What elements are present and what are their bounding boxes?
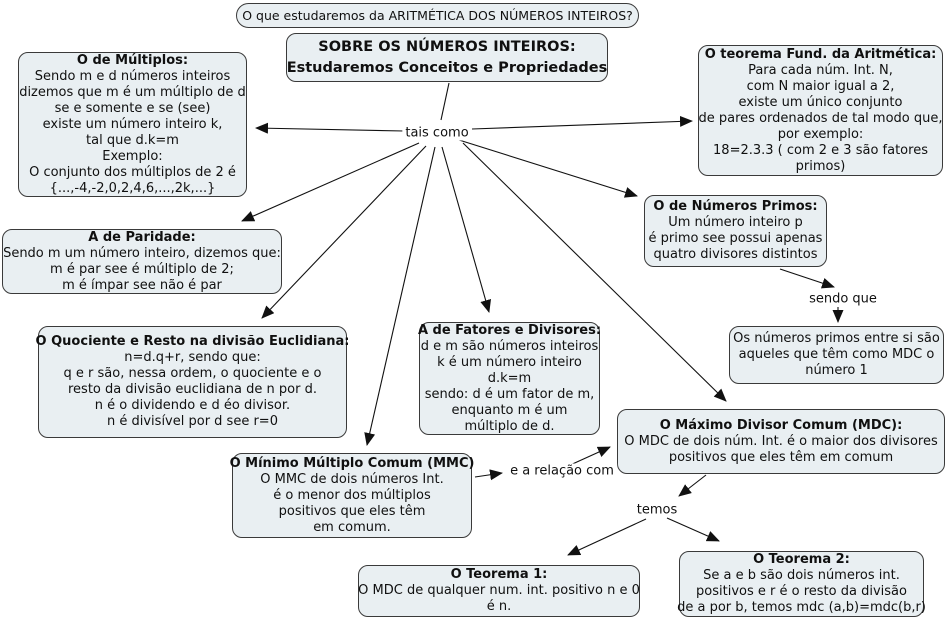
- text-line: Sendo m e d números inteiros: [34, 68, 231, 84]
- text-line: Sendo m um número inteiro, dizemos que:: [3, 245, 281, 261]
- text-line: O que estudaremos da ARITMÉTICA DOS NÚMEROS INTEIROS?: [242, 7, 633, 23]
- box-title: O teorema Fund. da Aritmética:: [704, 46, 937, 62]
- box-title: O de Números Primos:: [653, 199, 818, 214]
- text-line: se e somente e se (see): [54, 100, 211, 116]
- text-line: Estudaremos Conceitos e Propriedades: [286, 59, 608, 76]
- text-line: n é divisível por d see r=0: [107, 414, 278, 429]
- edge-taiscomo-to-paridade: [242, 143, 419, 221]
- text-line: k é um número inteiro: [437, 354, 582, 370]
- text-line: dizemos que m é um múltiplo de d: [19, 84, 246, 100]
- node-teorema-1[interactable]: [358, 565, 640, 617]
- text-line: 18=2.3.3 ( com 2 e 3 são fatores: [713, 142, 928, 158]
- edge-primos-to-sendoque: [780, 269, 834, 287]
- link-label-temos[interactable]: temos: [634, 503, 681, 518]
- box-title: O Máximo Divisor Comum (MDC):: [659, 417, 903, 433]
- node-numeros-primos[interactable]: [644, 195, 827, 267]
- node-multiplos[interactable]: [18, 52, 247, 197]
- text-line: SOBRE OS NÚMEROS INTEIROS:: [318, 38, 576, 55]
- link-label-e-a-relacao-com[interactable]: e a relação com: [507, 464, 617, 479]
- node-primos-entre-si[interactable]: [729, 326, 944, 384]
- text-line: positivos que eles têm em comum: [668, 449, 894, 465]
- text-line: de pares ordenados de tal modo que,: [698, 110, 943, 126]
- text-line: número 1: [805, 363, 868, 378]
- text-line: Os números primos entre si são: [733, 331, 940, 346]
- node-mmc[interactable]: [229, 453, 475, 538]
- node-teorema-2[interactable]: [679, 551, 924, 617]
- node-question[interactable]: [236, 3, 639, 28]
- text-line: múltiplo de d.: [464, 418, 555, 434]
- link-label-sendo-que[interactable]: sendo que: [806, 292, 880, 307]
- edge-mdc-to-temos: [679, 475, 706, 496]
- edge-temos-to-teorema1: [568, 519, 646, 555]
- text-line: é n.: [486, 599, 512, 614]
- node-fatores-divisores[interactable]: [419, 322, 600, 435]
- box-title: A de Fatores e Divisores:: [417, 322, 602, 338]
- text-line: positivos que eles têm: [278, 503, 426, 519]
- text-line: em comum.: [313, 519, 391, 535]
- node-main-title[interactable]: [286, 33, 608, 82]
- node-mdc[interactable]: [617, 409, 945, 474]
- box-title: O Mínimo Múltiplo Comum (MMC): [229, 455, 475, 471]
- text-line: m é ímpar see não é par: [62, 277, 222, 293]
- box-title: O Quociente e Resto na divisão Euclidiana:: [35, 334, 350, 349]
- box-title: O Teorema 1:: [450, 567, 548, 582]
- text-line: existe um único conjunto: [738, 94, 903, 110]
- text-line: O MDC de dois núm. Int. é o maior dos divisores: [624, 433, 938, 449]
- link-label-tais-como[interactable]: tais como: [402, 126, 471, 141]
- edge-temos-to-teorema2: [667, 518, 719, 541]
- text-line: resto da divisão euclidiana de n por d.: [68, 382, 317, 397]
- text-line: O MMC de dois números Int.: [260, 471, 444, 487]
- edge-taiscomo-to-primos: [459, 140, 637, 196]
- text-line: sendo: d é um fator de m,: [424, 386, 595, 402]
- text-line: por exemplo:: [777, 126, 864, 142]
- box-title: O de Múltiplos:: [76, 52, 189, 68]
- edge-taiscomo-to-teorema-fund: [472, 121, 692, 129]
- text-line: O MDC de qualquer num. int. positivo n e 0: [358, 583, 640, 598]
- text-line: aqueles que têm como MDC o: [738, 347, 935, 362]
- text-line: d e m são números inteiros: [420, 338, 599, 354]
- text-line: n=d.q+r, sendo que:: [124, 350, 261, 365]
- text-line: positivos e r é o resto da divisão: [696, 584, 907, 599]
- text-line: {...,-4,-2,0,2,4,6,...,2k,...}: [49, 180, 216, 196]
- text-line: m é par see é múltiplo de 2;: [50, 261, 234, 277]
- text-line: é o menor dos múltiplos: [273, 487, 431, 503]
- box-title: A de Paridade:: [88, 229, 196, 245]
- text-line: quatro divisores distintos: [653, 247, 818, 262]
- text-line: Um número inteiro p: [668, 215, 803, 230]
- edge-title-to-taiscomo: [441, 83, 449, 120]
- node-quociente-resto[interactable]: [35, 326, 350, 438]
- text-line: d.k=m: [487, 370, 532, 386]
- text-line: tal que d.k=m: [86, 132, 179, 148]
- text-line: O conjunto dos múltiplos de 2 é: [29, 164, 236, 180]
- text-line: enquanto m é um: [451, 402, 568, 418]
- box-title: O Teorema 2:: [753, 552, 850, 567]
- text-line: primos): [795, 158, 846, 174]
- text-line: existe um número inteiro k,: [42, 116, 223, 132]
- text-line: Se a e b são dois números int.: [703, 568, 900, 583]
- text-line: com N maior igual a 2,: [746, 78, 895, 94]
- text-line: n é o dividendo e d éo divisor.: [94, 398, 291, 413]
- node-teorema-fundamental[interactable]: [698, 45, 943, 176]
- text-line: é primo see possui apenas: [648, 231, 823, 246]
- text-line: Exemplo:: [102, 148, 163, 164]
- edge-taiscomo-to-fatores: [442, 147, 489, 312]
- text-line: de a por b, temos mdc (a,b)=mdc(b,r): [677, 600, 926, 615]
- text-line: q e r são, nessa ordem, o quociente e o: [63, 366, 322, 381]
- node-paridade[interactable]: [2, 229, 282, 294]
- text-line: Para cada núm. Int. N,: [748, 62, 893, 78]
- edge-mmc-to-relacao: [475, 473, 502, 477]
- edge-taiscomo-to-multiplos: [256, 128, 404, 131]
